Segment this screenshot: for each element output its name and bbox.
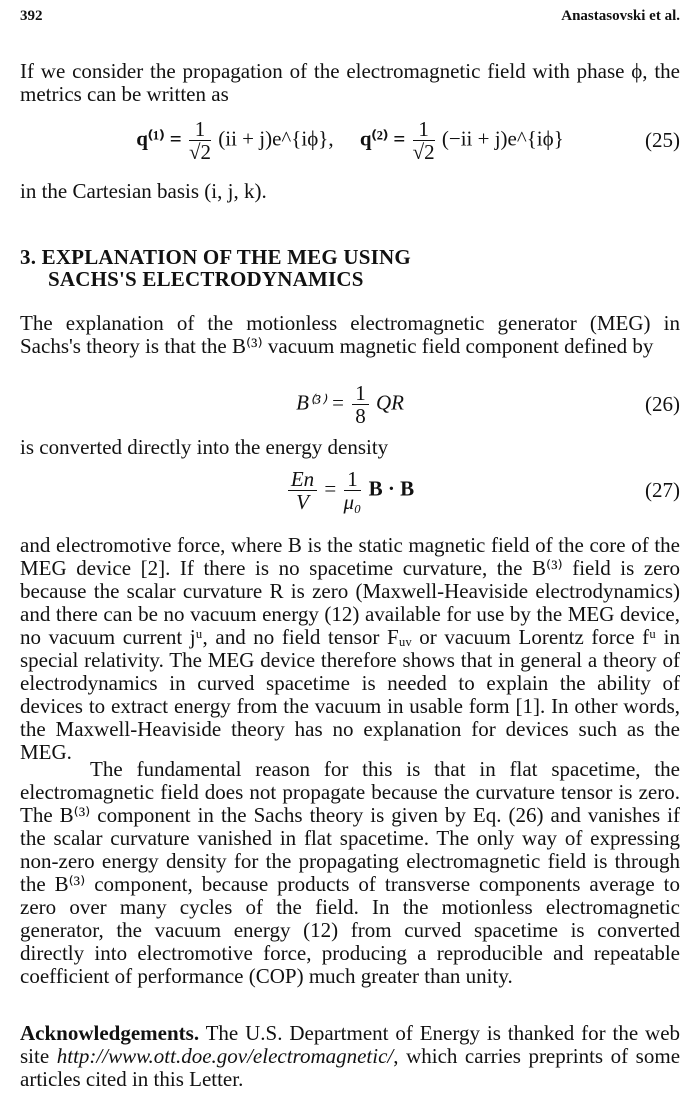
eq27-equals: = [324,476,337,501]
paragraph-intro: If we consider the propagation of the electromagnetic field with phase ϕ, the metrics can be written as [20,59,680,106]
acknowledgements [20,1022,680,1091]
paragraph-meg-explanation: The explanation of the motionless electromagnetic generator (MEG) in Sachs's theory is that the B⁽³⁾ vacuum magnetic field component defined by [20,311,680,358]
running-head: Anastasovski et al. [561,8,680,24]
section-heading [20,246,680,290]
eq27-number: (27) [645,478,680,502]
section-title-line1: EXPLANATION OF THE MEG USING [41,245,411,269]
paragraph-electromotive-force: and electromotive force, where B is the static magnetic field of the core of the MEG device [2]. If there is no spacetime curvature, the B⁽³⁾ field is zero because the scalar curvature R is zero (Maxwell-Heaviside electrodynamics) and there can be no vacuum energy (12) available for use by the MEG device, no vacuum current jᵘ, and no field tensor Fᵤᵥ or vacuum Lorentz force fᵘ in special relativity. The MEG device therefore shows that in general a theory of electrodynamics in curved spacetime is needed to explain the ability of devices to extract energy from the vacuum in usable form [1]. In other words, the Maxwell-Heaviside theory has no explanation for devices such as the MEG. [20,533,680,764]
equation-26 [20,382,680,432]
eq25-expr1: (ii + j)e^{iϕ}, [218,126,334,151]
equation-27 [20,468,680,518]
page-header [20,8,680,32]
eq25-frac1: $\frac{1}{√2}$ [188,117,212,164]
eq25-lhs2: q⁽²⁾ = [359,126,406,151]
equation-25 [20,118,680,168]
eq25-number: (25) [645,128,680,152]
paragraph-fundamental-reason: The fundamental reason for this is that in flat spacetime, the electromagnetic field does not propagate because the curvature tensor is zero. The B⁽³⁾ component in the Sachs theory is given by Eq. (26) and vanishes if the scalar curvature vanished in flat spacetime. The only way of expressing non-zero energy density for the propagating electromagnetic field is through the B⁽³⁾ component, because products of transverse components average to zero over many cycles of the field. In the motionless electromagnetic generator, the vacuum energy (12) from curved spacetime is converted directly into electromotive force, producing a reproducible and repeatable coefficient of performance (COP) much greater than unity. [20,757,680,988]
eq26-rhs: QR [375,390,404,415]
ack-heading: Acknowledgements. [20,1021,200,1045]
paragraph-energy-density: is converted directly into the energy density [20,435,389,459]
paragraph-basis: in the Cartesian basis (i, j, k). [20,179,267,203]
section-title-line2: SACHS'S ELECTRODYNAMICS [48,267,364,291]
ack-url-link[interactable]: http://www.ott.doe.gov/electromagnetic/ [56,1044,394,1068]
eq26-frac: $\frac{1}{8}$ [352,382,369,427]
eq27-lhs-frac: $\frac{En}{V}$ [288,468,317,513]
eq26-number: (26) [645,392,680,416]
section-number: 3. [20,245,37,269]
page-number: 392 [20,8,43,24]
eq25-expr2: (−ii + j)e^{iϕ} [441,126,564,151]
eq27-rhs: B · B [368,476,415,501]
eq27-frac: $\frac{1}{\text{μ₀}}$ [343,467,362,514]
eq25-frac2: $\frac{1}{√2}$ [412,117,435,164]
eq25-lhs1: q⁽¹⁾ = [136,126,182,151]
ack-text2: , which carries preprints of some articles cited in this Letter. [20,1044,681,1091]
ack-text1: The U.S. Department of Energy is thanked for the web site [20,1021,681,1068]
eq26-lhs: B⁽³⁾ = [296,390,345,415]
